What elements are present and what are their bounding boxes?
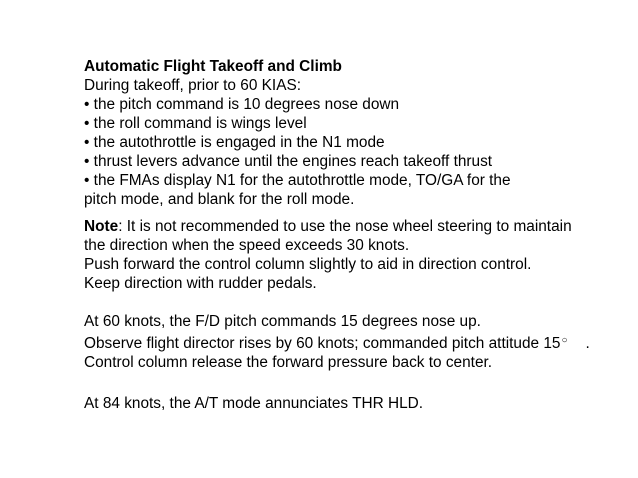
pitch-attitude-text: Observe flight director rises by 60 knots; commanded pitch attitude 15 bbox=[84, 335, 561, 352]
degree-symbol: ○ bbox=[561, 335, 568, 346]
bullet-item: • thrust levers advance until the engines reach takeoff thrust bbox=[84, 153, 493, 170]
paragraph-line: At 84 knots, the A/T mode annunciates THR HLD. bbox=[84, 395, 424, 412]
note-line: Push forward the control column slightly to aid in direction control. bbox=[84, 256, 532, 273]
eighty-four-knots-section bbox=[84, 394, 624, 413]
note-text: : It is not recommended to use the nose wheel steering to maintain bbox=[118, 218, 572, 235]
bullet-item: • the pitch command is 10 degrees nose down bbox=[84, 96, 400, 113]
intro-text: During takeoff, prior to 60 KIAS: bbox=[84, 77, 302, 94]
bullet-item: • the autothrottle is engaged in the N1 mode bbox=[84, 134, 385, 151]
note-section bbox=[84, 217, 624, 293]
note-line bbox=[84, 217, 624, 236]
paragraph-line: Control column release the forward pressure back to center. bbox=[84, 354, 493, 371]
paragraph-line bbox=[84, 331, 624, 353]
bullet-continuation: pitch mode, and blank for the roll mode. bbox=[84, 191, 355, 208]
note-line: Keep direction with rudder pedals. bbox=[84, 275, 317, 292]
note-line: the direction when the speed exceeds 30 knots. bbox=[84, 237, 410, 254]
sixty-knots-section bbox=[84, 312, 624, 372]
note-label: Note bbox=[84, 218, 119, 235]
line-end-period: . bbox=[585, 335, 590, 352]
section-title: Automatic Flight Takeoff and Climb bbox=[84, 58, 342, 75]
takeoff-procedure-section bbox=[84, 57, 624, 209]
paragraph-line: At 60 knots, the F/D pitch commands 15 degrees nose up. bbox=[84, 313, 481, 330]
bullet-item: • the roll command is wings level bbox=[84, 115, 307, 132]
bullet-item: • the FMAs display N1 for the autothrottle mode, TO/GA for the bbox=[84, 172, 511, 189]
